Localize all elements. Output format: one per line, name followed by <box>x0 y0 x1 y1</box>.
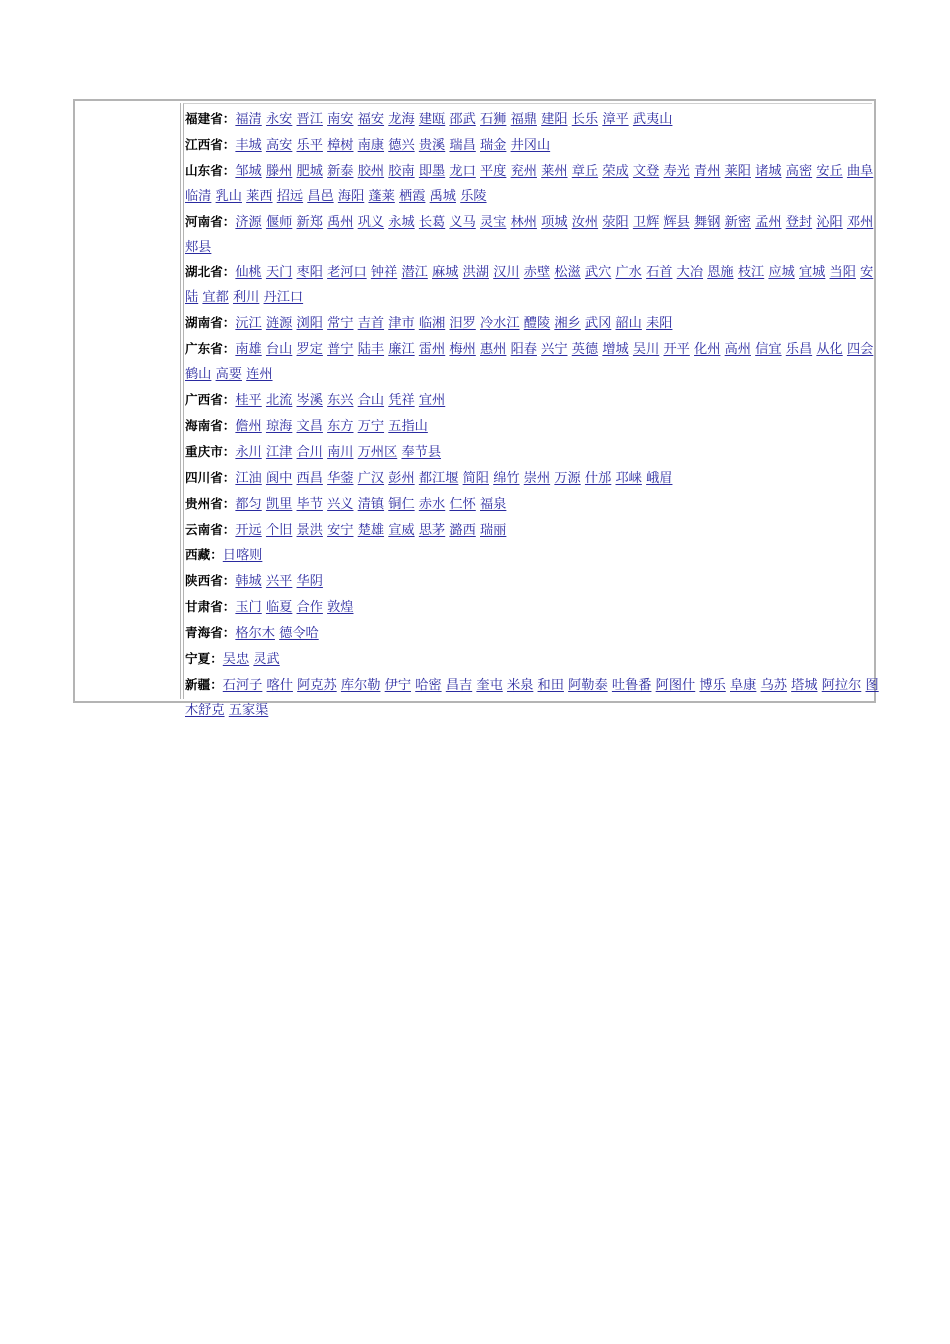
city-link[interactable]: 日喀则 <box>222 548 263 564</box>
city-link[interactable]: 潜江 <box>401 265 428 281</box>
city-link[interactable]: 高州 <box>724 342 751 358</box>
city-link[interactable]: 东兴 <box>327 392 354 408</box>
empty-left-cell <box>77 103 181 699</box>
city-link[interactable]: 肥城 <box>296 163 323 179</box>
province-label: 宁夏： <box>185 651 223 667</box>
city-link[interactable]: 化州 <box>694 342 721 358</box>
city-link[interactable]: 雷州 <box>418 342 446 358</box>
province-label: 新疆： <box>185 676 223 692</box>
province-row <box>185 337 880 388</box>
city-link[interactable]: 阿克苏 <box>297 677 337 693</box>
province-label: 山东省： <box>185 162 236 178</box>
city-link[interactable]: 偃师 <box>265 214 293 230</box>
city-link[interactable]: 新郑 <box>296 214 323 230</box>
province-row <box>185 673 880 724</box>
city-link[interactable]: 平度 <box>480 163 507 179</box>
city-link[interactable]: 仁怀 <box>449 496 476 512</box>
city-link[interactable]: 昌邑 <box>307 188 334 204</box>
city-link[interactable]: 桂平 <box>235 392 262 408</box>
city-link[interactable]: 诸城 <box>755 163 782 179</box>
city-link[interactable]: 韶山 <box>615 316 642 332</box>
city-link[interactable]: 利川 <box>232 290 260 306</box>
city-link[interactable]: 武夷山 <box>632 112 673 127</box>
city-link[interactable]: 瑞昌 <box>449 137 476 153</box>
province-label: 湖南省： <box>185 315 236 331</box>
province-row <box>185 466 880 492</box>
city-link[interactable]: 应城 <box>768 265 795 281</box>
city-link[interactable]: 禹州 <box>327 214 354 230</box>
city-link[interactable]: 增城 <box>602 342 629 358</box>
city-link[interactable]: 樟树 <box>327 137 354 153</box>
province-row <box>185 518 880 544</box>
city-link[interactable]: 即墨 <box>418 163 446 179</box>
city-link[interactable]: 罗定 <box>296 342 323 358</box>
province-row <box>185 647 880 673</box>
city-link[interactable]: 个旧 <box>265 522 293 538</box>
province-row <box>185 595 880 621</box>
city-link[interactable]: 长葛 <box>418 214 446 230</box>
city-link[interactable]: 曲阜 <box>846 163 874 179</box>
city-link[interactable]: 高密 <box>785 163 813 179</box>
province-row <box>185 388 880 414</box>
city-link[interactable]: 汝州 <box>571 214 599 230</box>
city-link[interactable]: 乐平 <box>296 137 323 153</box>
city-link[interactable]: 醴陵 <box>523 316 551 332</box>
city-link[interactable]: 韩城 <box>235 574 262 590</box>
city-link[interactable]: 乐昌 <box>785 342 813 358</box>
city-link[interactable]: 邵武 <box>449 112 476 127</box>
city-link[interactable]: 胶州 <box>357 163 385 179</box>
city-link[interactable]: 德令哈 <box>279 626 319 642</box>
city-link[interactable]: 邓州 <box>846 214 874 230</box>
city-link[interactable]: 阜康 <box>730 677 757 693</box>
city-link[interactable]: 福安 <box>357 112 385 127</box>
city-link[interactable]: 栖霞 <box>399 188 426 204</box>
city-link[interactable]: 楚雄 <box>357 522 385 538</box>
city-link[interactable]: 长乐 <box>571 112 599 127</box>
city-link[interactable]: 北流 <box>265 392 293 408</box>
city-link[interactable]: 惠州 <box>480 342 507 358</box>
city-link[interactable]: 丹江口 <box>263 290 304 306</box>
city-link[interactable]: 赤壁 <box>523 265 551 281</box>
city-link[interactable]: 玉门 <box>235 600 262 616</box>
city-link[interactable]: 西昌 <box>296 470 323 486</box>
city-link[interactable]: 永城 <box>388 214 415 230</box>
city-link[interactable]: 广水 <box>615 265 642 281</box>
city-link[interactable]: 武冈 <box>584 316 612 332</box>
city-link[interactable]: 哈密 <box>415 677 442 693</box>
city-link[interactable]: 梅州 <box>449 342 476 358</box>
city-link[interactable]: 宣威 <box>388 522 415 538</box>
city-link[interactable]: 湘乡 <box>554 316 581 332</box>
province-row <box>185 107 880 133</box>
province-label: 湖北省： <box>185 264 236 280</box>
city-link[interactable]: 华阴 <box>296 574 323 590</box>
city-link[interactable]: 沁阳 <box>816 214 843 230</box>
city-link[interactable]: 江油 <box>235 470 262 486</box>
city-link[interactable]: 福清 <box>235 112 262 127</box>
city-link[interactable]: 奉节县 <box>401 444 442 460</box>
city-link[interactable]: 连州 <box>246 367 273 383</box>
city-link[interactable]: 廉江 <box>388 342 415 358</box>
province-row <box>185 311 880 337</box>
city-link[interactable]: 阿勒泰 <box>568 677 608 693</box>
city-link[interactable]: 临清 <box>185 188 212 204</box>
city-link[interactable]: 合作 <box>296 600 323 616</box>
city-link[interactable]: 汉川 <box>493 265 520 281</box>
city-link[interactable]: 米泉 <box>506 677 534 693</box>
city-link[interactable]: 铜仁 <box>388 496 415 512</box>
city-link[interactable]: 项城 <box>541 214 568 230</box>
city-link[interactable]: 福鼎 <box>510 112 537 127</box>
city-link[interactable]: 广汉 <box>357 470 385 486</box>
city-link[interactable]: 滕州 <box>265 163 293 179</box>
city-link[interactable]: 五家渠 <box>228 702 269 718</box>
province-label: 青海省： <box>185 625 236 641</box>
province-label: 江西省： <box>185 136 236 152</box>
city-link[interactable]: 当阳 <box>829 265 856 281</box>
city-list-cell <box>183 103 879 718</box>
city-link[interactable]: 喀什 <box>266 677 293 693</box>
city-link[interactable]: 合川 <box>296 444 323 460</box>
city-link[interactable]: 晋江 <box>296 112 323 127</box>
city-link[interactable]: 兴平 <box>265 574 293 590</box>
city-link[interactable]: 建瓯 <box>418 112 446 127</box>
city-link[interactable]: 乐陵 <box>460 188 487 204</box>
city-link[interactable]: 老河口 <box>327 265 367 281</box>
city-link[interactable]: 胶南 <box>388 163 415 179</box>
city-link[interactable]: 开远 <box>235 522 262 538</box>
city-link[interactable]: 凭祥 <box>388 392 415 408</box>
city-link[interactable]: 邹城 <box>235 163 262 179</box>
city-link[interactable]: 陆丰 <box>357 342 385 358</box>
city-link[interactable]: 大冶 <box>676 265 704 281</box>
city-link[interactable]: 德兴 <box>388 137 415 153</box>
city-link[interactable]: 伊宁 <box>384 677 412 693</box>
city-link[interactable]: 敦煌 <box>327 600 354 616</box>
city-link[interactable]: 都江堰 <box>418 470 459 486</box>
city-link[interactable]: 毕节 <box>296 496 323 512</box>
city-link[interactable]: 丰城 <box>235 137 262 153</box>
city-link[interactable]: 奎屯 <box>476 677 503 693</box>
city-link[interactable]: 阳春 <box>510 342 537 358</box>
city-link[interactable]: 新密 <box>724 214 751 230</box>
city-link[interactable]: 阿拉尔 <box>821 677 862 693</box>
city-link[interactable]: 博乐 <box>699 677 726 693</box>
city-link[interactable]: 蓬莱 <box>368 188 395 204</box>
city-link[interactable]: 南安 <box>327 112 354 127</box>
city-link[interactable]: 格尔木 <box>235 626 275 642</box>
province-label: 重庆市： <box>185 443 236 459</box>
province-label: 海南省： <box>185 417 236 433</box>
city-link[interactable]: 吴忠 <box>222 652 250 668</box>
city-link[interactable]: 库尔勒 <box>340 677 381 693</box>
city-link[interactable]: 荥阳 <box>602 214 629 230</box>
city-link[interactable]: 东方 <box>327 418 354 434</box>
city-link[interactable]: 登封 <box>785 214 813 230</box>
province-row <box>185 492 880 518</box>
city-link[interactable]: 宜都 <box>202 290 229 306</box>
province-row <box>185 133 880 159</box>
city-link[interactable]: 青州 <box>694 163 721 179</box>
city-link[interactable]: 思茅 <box>418 522 446 538</box>
city-link[interactable]: 都匀 <box>235 496 262 512</box>
city-link[interactable]: 峨眉 <box>646 470 673 486</box>
city-link[interactable]: 五指山 <box>388 418 428 434</box>
city-link[interactable]: 安宁 <box>327 522 354 538</box>
city-link[interactable]: 石首 <box>646 265 673 281</box>
city-link[interactable]: 漳平 <box>602 112 629 127</box>
city-link[interactable]: 文昌 <box>296 418 323 434</box>
city-link[interactable]: 建阳 <box>541 112 568 127</box>
city-link[interactable]: 冷水江 <box>480 316 520 332</box>
city-link[interactable]: 巩义 <box>357 214 385 230</box>
city-link[interactable]: 吴川 <box>632 342 660 358</box>
city-link[interactable]: 瑞金 <box>480 137 507 153</box>
city-link[interactable]: 江津 <box>265 444 293 460</box>
city-link[interactable]: 浏阳 <box>296 316 323 332</box>
city-link[interactable]: 武穴 <box>584 265 612 281</box>
province-row <box>185 543 880 569</box>
province-row <box>185 621 880 647</box>
city-link[interactable]: 莱州 <box>541 163 568 179</box>
city-link[interactable]: 宜州 <box>418 392 446 408</box>
city-link[interactable]: 枝江 <box>737 265 765 281</box>
city-link[interactable]: 济源 <box>235 214 262 230</box>
province-label: 贵州省： <box>185 495 236 511</box>
city-link[interactable]: 招远 <box>276 188 304 204</box>
city-link[interactable]: 阆中 <box>265 470 293 486</box>
city-link[interactable]: 信宜 <box>755 342 782 358</box>
city-link[interactable]: 华蓥 <box>327 470 354 486</box>
city-link[interactable]: 灵宝 <box>480 214 507 230</box>
province-label: 广东省： <box>185 341 236 357</box>
city-link[interactable]: 灵武 <box>253 652 280 668</box>
city-link[interactable]: 景洪 <box>296 522 323 538</box>
city-link[interactable]: 郏县 <box>185 239 212 255</box>
province-label: 四川省： <box>185 469 236 485</box>
city-link[interactable]: 和田 <box>537 677 564 693</box>
province-row <box>185 210 880 261</box>
city-link[interactable]: 岑溪 <box>296 392 323 408</box>
city-link[interactable]: 津市 <box>388 316 415 332</box>
city-link[interactable]: 英德 <box>571 342 599 358</box>
city-link[interactable]: 吐鲁番 <box>611 677 652 693</box>
city-list-table <box>73 99 879 718</box>
city-link[interactable]: 林州 <box>510 214 537 230</box>
city-link[interactable]: 新泰 <box>327 163 354 179</box>
city-link[interactable]: 章丘 <box>571 163 599 179</box>
city-link[interactable]: 永安 <box>265 112 293 127</box>
city-link[interactable]: 钟祥 <box>370 265 398 281</box>
city-link[interactable]: 恩施 <box>707 265 734 281</box>
city-link[interactable]: 潞西 <box>449 522 476 538</box>
city-link[interactable]: 禹城 <box>429 188 456 204</box>
city-link[interactable]: 兴宁 <box>541 342 568 358</box>
province-row <box>185 569 880 595</box>
city-link[interactable]: 普宁 <box>327 342 354 358</box>
city-link[interactable]: 凯里 <box>265 496 293 512</box>
city-link[interactable]: 永川 <box>235 444 262 460</box>
city-link[interactable]: 洪湖 <box>462 265 489 281</box>
city-link[interactable]: 仙桃 <box>235 265 262 281</box>
city-link[interactable]: 吉首 <box>357 316 385 332</box>
city-link[interactable]: 石河子 <box>222 677 263 693</box>
city-link[interactable]: 舞钢 <box>694 214 721 230</box>
province-label: 云南省： <box>185 521 236 537</box>
city-link[interactable]: 南雄 <box>235 342 262 358</box>
city-link[interactable]: 耒阳 <box>646 316 673 332</box>
city-link[interactable]: 简阳 <box>462 470 489 486</box>
city-link[interactable]: 崇州 <box>523 470 551 486</box>
city-link[interactable]: 清镇 <box>357 496 385 512</box>
city-link[interactable]: 四会 <box>846 342 874 358</box>
city-link[interactable]: 乌苏 <box>760 677 787 693</box>
province-row <box>185 159 880 210</box>
city-link[interactable]: 临夏 <box>265 600 293 616</box>
city-link[interactable]: 高安 <box>265 137 293 153</box>
city-link[interactable]: 兴义 <box>327 496 354 512</box>
city-link[interactable]: 义马 <box>449 214 476 230</box>
city-link[interactable]: 宜城 <box>798 265 826 281</box>
city-link[interactable]: 石狮 <box>480 112 507 127</box>
city-link[interactable]: 荣成 <box>602 163 629 179</box>
province-row <box>185 260 880 311</box>
province-label: 河南省： <box>185 213 236 229</box>
city-link[interactable]: 万州区 <box>357 444 398 460</box>
city-link[interactable]: 文登 <box>632 163 660 179</box>
city-link[interactable]: 邛崃 <box>615 470 642 486</box>
city-link[interactable]: 汨罗 <box>449 316 476 332</box>
city-link[interactable]: 海阳 <box>337 188 365 204</box>
city-link[interactable]: 龙口 <box>449 163 476 179</box>
city-link[interactable]: 乳山 <box>215 188 242 204</box>
city-link[interactable]: 从化 <box>816 342 843 358</box>
province-label: 甘肃省： <box>185 599 236 615</box>
province-label: 陕西省： <box>185 573 236 589</box>
city-link[interactable]: 什邡 <box>584 470 612 486</box>
city-link[interactable]: 塔城 <box>791 677 818 693</box>
city-link[interactable]: 赤水 <box>418 496 446 512</box>
city-link[interactable]: 彭州 <box>388 470 415 486</box>
city-link[interactable]: 莱阳 <box>724 163 751 179</box>
city-link[interactable]: 瑞丽 <box>480 522 507 538</box>
city-link[interactable]: 南川 <box>327 444 354 460</box>
city-link[interactable]: 兖州 <box>510 163 537 179</box>
city-link[interactable]: 麻城 <box>432 265 459 281</box>
city-link[interactable]: 贵溪 <box>418 137 446 153</box>
city-link[interactable]: 开平 <box>663 342 690 358</box>
city-link[interactable]: 万宁 <box>357 418 385 434</box>
city-link[interactable]: 涟源 <box>265 316 293 332</box>
city-link[interactable]: 松滋 <box>554 265 581 281</box>
province-city-list <box>185 107 880 724</box>
province-row <box>185 414 880 440</box>
city-link[interactable]: 常宁 <box>327 316 354 332</box>
city-link[interactable]: 枣阳 <box>296 265 323 281</box>
city-link[interactable]: 万源 <box>554 470 581 486</box>
city-link[interactable]: 儋州 <box>235 418 262 434</box>
city-link[interactable]: 阿图什 <box>655 677 696 693</box>
city-link[interactable]: 天门 <box>265 265 293 281</box>
city-link[interactable]: 高要 <box>215 367 242 383</box>
city-link[interactable]: 寿光 <box>663 163 690 179</box>
city-link[interactable]: 孟州 <box>755 214 782 230</box>
city-link[interactable]: 福泉 <box>480 496 507 512</box>
province-label: 福建省： <box>185 111 236 126</box>
province-label: 广西省： <box>185 391 236 407</box>
city-link[interactable]: 辉县 <box>663 214 690 230</box>
city-link[interactable]: 龙海 <box>388 112 415 127</box>
city-link[interactable]: 安陆 <box>185 265 874 306</box>
city-link[interactable]: 绵竹 <box>493 470 520 486</box>
city-link[interactable]: 昌吉 <box>445 677 473 693</box>
city-link[interactable]: 安丘 <box>816 163 843 179</box>
city-link[interactable]: 沅江 <box>235 316 262 332</box>
province-label: 西藏： <box>185 547 223 563</box>
city-link[interactable]: 合山 <box>357 392 385 408</box>
city-link[interactable]: 台山 <box>265 342 293 358</box>
province-row <box>185 440 880 466</box>
city-link[interactable]: 琼海 <box>265 418 293 434</box>
city-link[interactable]: 南康 <box>357 137 385 153</box>
city-link[interactable]: 莱西 <box>246 188 273 204</box>
city-link[interactable]: 图木舒克 <box>185 677 879 718</box>
city-link[interactable]: 鹤山 <box>185 367 212 383</box>
city-link[interactable]: 井冈山 <box>510 137 551 153</box>
city-link[interactable]: 临湘 <box>418 316 446 332</box>
city-link[interactable]: 卫辉 <box>632 214 660 230</box>
